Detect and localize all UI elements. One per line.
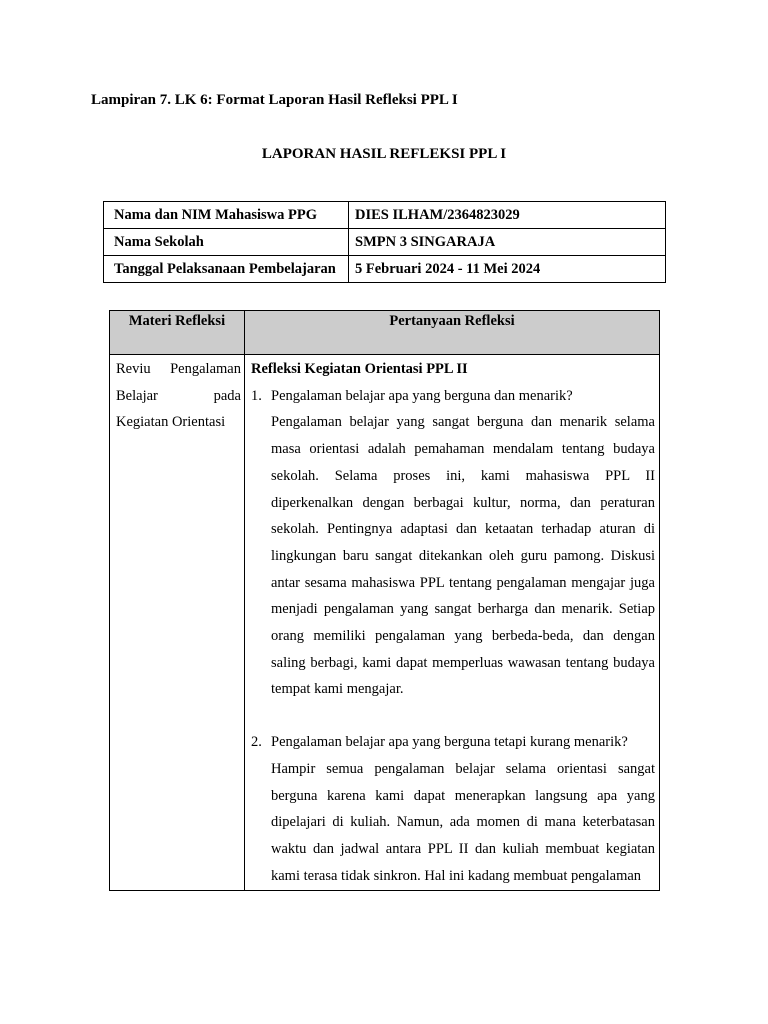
question-text: Pengalaman belajar apa yang berguna dan menarik? <box>271 387 573 404</box>
spacer <box>251 703 655 729</box>
question-1 <box>251 383 655 410</box>
table-row <box>104 229 666 256</box>
date-label: Tanggal Pelaksanaan Pembelajaran <box>104 256 349 283</box>
reflection-table <box>109 310 660 891</box>
question-number: 1. <box>251 387 262 404</box>
pertanyaan-cell <box>245 355 660 891</box>
materi-line: Reviu Pengalaman Belajar pada <box>116 361 241 404</box>
student-name-label: Nama dan NIM Mahasiswa PPG <box>104 202 349 229</box>
materi-cell <box>110 355 245 891</box>
school-name-value: SMPN 3 SINGARAJA <box>349 229 666 256</box>
question-text: Pengalaman belajar apa yang berguna tetapi kurang menarik? <box>271 734 628 751</box>
section-heading: Refleksi Kegiatan Orientasi PPL II <box>251 361 468 377</box>
table-row <box>104 202 666 229</box>
table-row <box>104 256 666 283</box>
answer-2: Hampir semua pengalaman belajar selama orientasi sangat berguna karena kami dapat menerapkan langsung apa yang dipelajari di kuliah. Namun, ada momen di mana keterbatasan waktu dan jadwal antara PPL II dan kuliah membuat kegiatan kami terasa tidak sinkron. Hal ini kadang membuat pengalaman <box>271 760 655 884</box>
question-number: 2. <box>251 734 262 751</box>
lampiran-title: Lampiran 7. LK 6: Format Laporan Hasil Refleksi PPL I <box>91 92 458 108</box>
pertanyaan-header: Pertanyaan Refleksi <box>245 311 660 355</box>
report-title: LAPORAN HASIL REFLEKSI PPL I <box>261 146 507 162</box>
student-name-value: DIES ILHAM/2364823029 <box>349 202 666 229</box>
materi-line: Kegiatan Orientasi <box>116 414 226 431</box>
materi-header: Materi Refleksi <box>110 311 245 355</box>
answer-1: Pengalaman belajar yang sangat berguna dan menarik selama masa orientasi adalah pemahaman mendalam tentang budaya sekolah. Selama proses ini, kami mahasiswa PPL II diperkenalkan dengan berbagai kultur, norma, dan peraturan sekolah. Pentingnya adaptasi dan ketaatan terhadap aturan di lingkungan baru sangat ditekankan oleh guru pamong. Diskusi antar sesama mahasiswa PPL tentang pengalaman mengajar juga menjadi pengalaman yang sangat berharga dan menarik. Setiap orang memiliki pengalaman yang berbeda-beda, dan dengan saling berbagi, kami dapat memperluas wawasan tentang budaya tempat kami mengajar. <box>271 414 655 698</box>
date-value: 5 Februari 2024 - 11 Mei 2024 <box>349 256 666 283</box>
identity-table <box>103 201 666 283</box>
school-name-label: Nama Sekolah <box>104 229 349 256</box>
table-header-row <box>110 311 660 355</box>
question-2 <box>251 729 655 756</box>
table-row <box>110 355 660 891</box>
